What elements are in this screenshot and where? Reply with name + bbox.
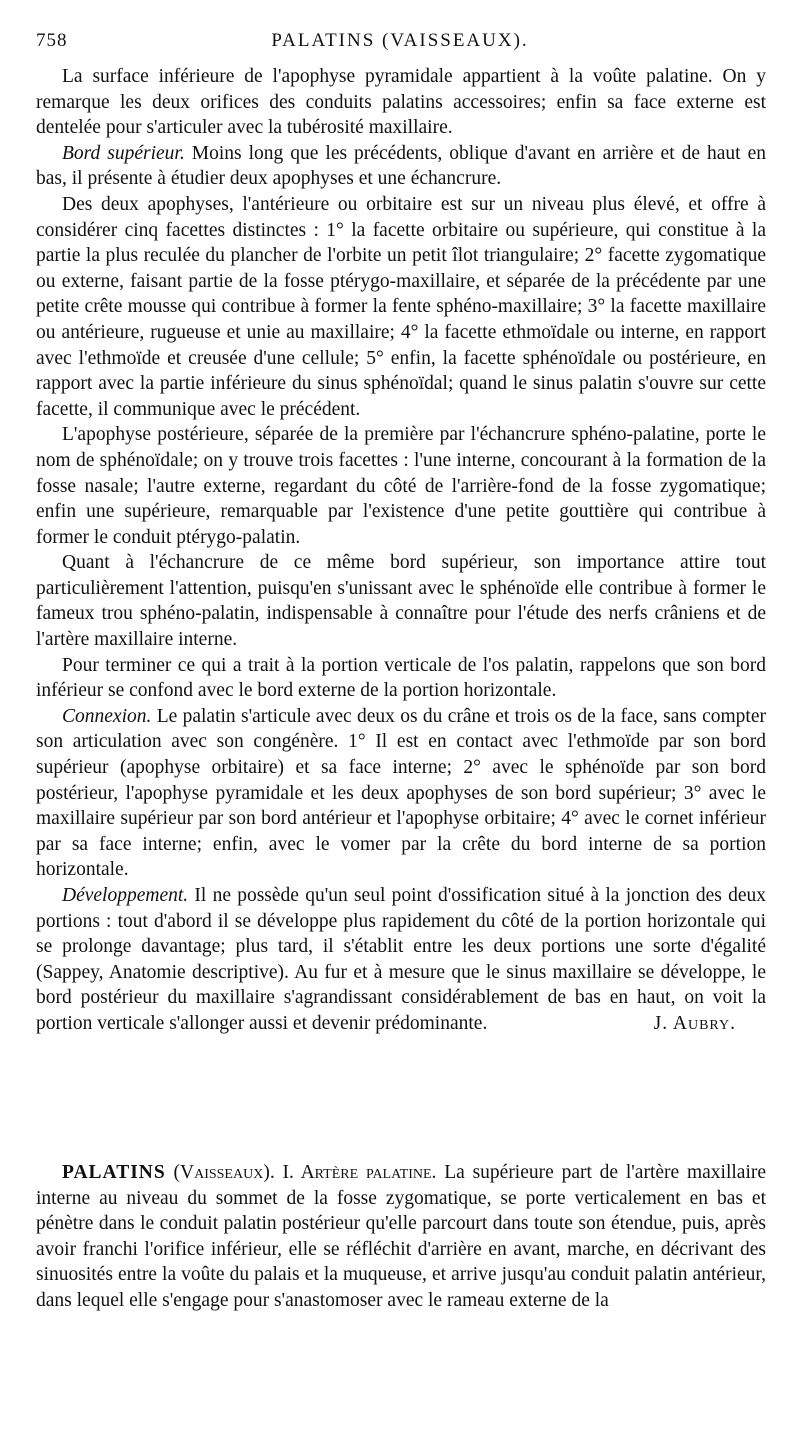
- paragraph-5-text: Quant à l'échancrure de ce même bord supérieur, son importance attire tout particulièrement l'attention, puisqu'en s'unissant avec le sphénoïde elle contribue à former le fameux trou sphéno-palatin, indispensable à connaître pour l'étude des nerfs crâniens et de l'artère maxillaire interne.: [36, 552, 766, 651]
- paragraph-7-lead: Connexion.: [62, 705, 152, 727]
- paragraph-1-text: La surface inférieure de l'apophyse pyramidale appartient à la voûte palatine. On y remarque les deux orifices des conduits palatins accessoires; enfin sa face externe est dentelée pour s'articuler avec la tubérosité maxillaire.: [36, 66, 766, 139]
- page-header: [36, 30, 764, 58]
- paragraph-7: [36, 704, 766, 883]
- paragraph-2-text: Moins long que les précédents, oblique d'avant en arrière et de haut en bas, il présente à étudier deux apophyses et une échancrure.: [36, 142, 767, 190]
- article-qualifier: (Vaisseaux).: [173, 1162, 275, 1183]
- article-two-paragraph: [36, 1160, 766, 1314]
- article-headword: PALATINS: [62, 1162, 166, 1183]
- paragraph-4: [36, 422, 766, 550]
- paragraph-8: [36, 883, 766, 1037]
- paragraph-3-text: Des deux apophyses, l'antérieure ou orbitaire est sur un niveau plus élevé, et offre à considérer cinq facettes distinctes : 1° la facette orbitaire ou supérieure, qui constitue à la partie la plus reculée du plancher de l'orbite un petit îlot triangulaire; 2° facette zygomatique ou externe, faisant partie de la fosse ptérygo-maxillaire, et séparée de la précédente par une petite crête mousse qui contribue à former la fente sphéno-maxillaire; 3° la facette maxillaire ou antérieure, rugueuse et unie au maxillaire; 4° la facette ethmoïdale ou interne, en rapport avec l'ethmoïde et creusée d'une cellule; 5° enfin, la facette sphénoïdale ou postérieure, en rapport avec la partie inférieure du sinus sphénoïdal; quand le sinus palatin s'ouvre sur cette facette, il communique avec le précédent.: [36, 193, 766, 420]
- paragraph-8-lead: Développement.: [62, 885, 189, 906]
- paragraph-2-lead: Bord supérieur.: [62, 142, 185, 164]
- article-body-palatin-bone: [36, 64, 766, 1037]
- paragraph-7-text: Le palatin s'articule avec deux os du crâne et trois os de la face, sans compter son articulation avec son congénère. 1° Il est en contact avec l'ethmoïde par son bord supérieur (apophyse orbitaire) et sa face interne; 2° avec le sphénoïde par son bord postérieur, l'apophyse pyramidale et les deux apophyses de son bord supérieur; 3° avec le maxillaire supérieur par son bord antérieur et l'apophyse orbitaire; 4° avec le cornet inférieur par sa face interne; enfin, avec le vomer par la crête du bord interne de sa portion horizontale.: [36, 705, 766, 881]
- page-number: 758: [36, 30, 68, 51]
- paragraph-8-text: Il ne possède qu'un seul point d'ossification situé à la jonction des deux portions : tout d'abord il se développe plus rapidement du côté de la portion horizontale qui se prolonge davantage; plus tard, il s'établit entre les deux portions une sorte d'égalité (Sappey, Anatomie descriptive). Au fur et à mesure que le sinus maxillaire se développe, le bord postérieur du maxillaire s'agrandissant considérablement de bas en haut, on voit la portion verticale s'allonger aussi et devenir prédominante.: [36, 885, 766, 1034]
- running-head: PALATINS (VAISSEAUX).: [271, 30, 529, 51]
- paragraph-6-text: Pour terminer ce qui a trait à la portion verticale de l'os palatin, rappelons que son bord inférieur se confond avec le bord externe de la portion horizontale.: [36, 654, 766, 702]
- paragraph-4-text: L'apophyse postérieure, séparée de la première par l'échancrure sphéno-palatine, porte le nom de sphénoïdale; on y trouve trois facettes : l'une interne, concourant à la formation de la fosse nasale; l'autre externe, regardant du côté de l'arrière-fond de la fosse zygomatique; enfin une supérieure, remarquable par l'existence d'une petite gouttière qui contribue à former le conduit ptérygo-palatin.: [36, 424, 766, 548]
- paragraph-1: [36, 64, 766, 141]
- paragraph-2: [36, 141, 766, 192]
- paragraph-6: [36, 653, 766, 704]
- paragraph-3: [36, 192, 766, 422]
- article-palatins-vaisseaux: [36, 1160, 766, 1314]
- article-two-text: La supérieure part de l'artère maxillaire interne au niveau du sommet de la fosse zygomatique, se porte verticalement en bas et pénètre dans le conduit palatin postérieur qu'elle parcourt dans toute son étendue, puis, après avoir franchi l'orifice inférieur, elle se réfléchit d'arrière en avant, marche, en décrivant des sinuosités entre la voûte du palais et la muqueuse, et arrive jusqu'au conduit palatin antérieur, dans lequel elle s'engage pour s'anastomoser avec le rameau externe de la: [36, 1162, 767, 1311]
- author-signature: J. Aubry.: [653, 1012, 736, 1034]
- article-section-title: I. Artère palatine.: [282, 1162, 437, 1183]
- paragraph-5: [36, 550, 766, 652]
